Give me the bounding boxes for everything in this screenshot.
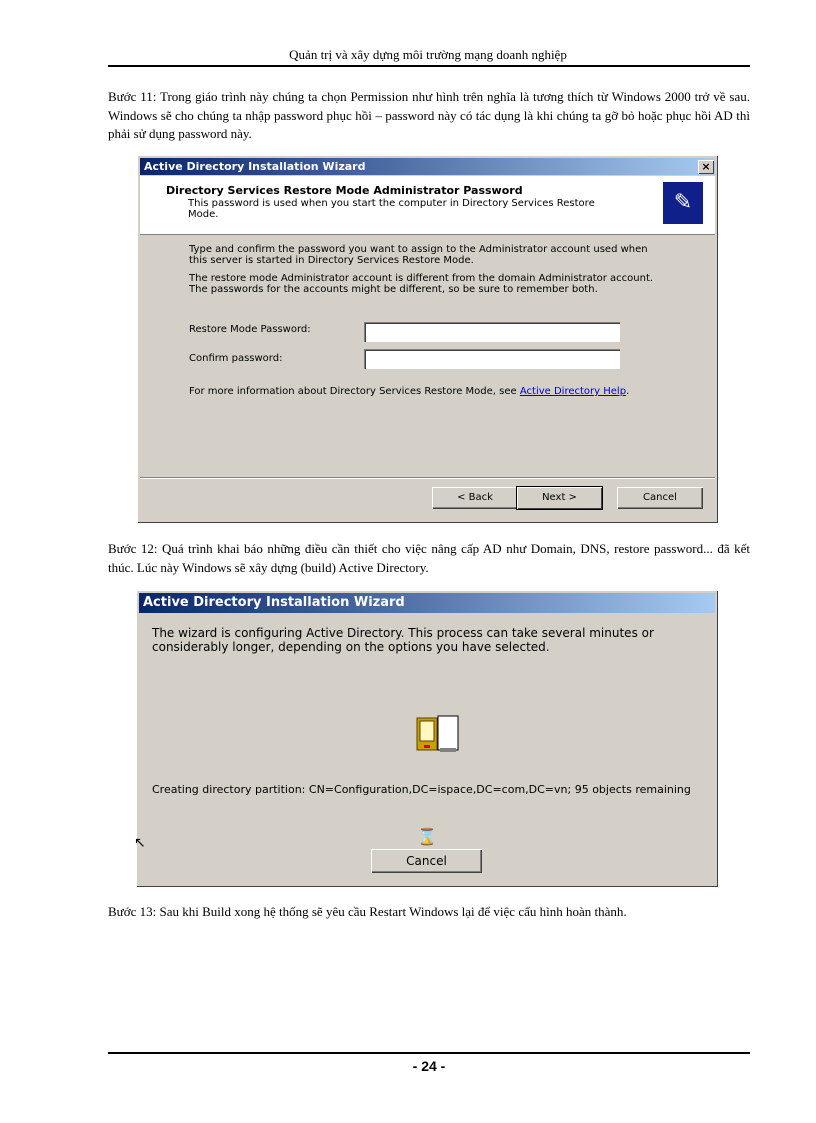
restore-password-dialog xyxy=(137,155,718,523)
close-icon[interactable]: × xyxy=(698,160,714,174)
progress-status: Creating directory partition: CN=Configuration,DC=ispace,DC=com,DC=vn; 95 objects remaining xyxy=(152,783,691,796)
banner-title: Directory Services Restore Mode Administrator Password xyxy=(166,184,523,197)
hourglass-icon: ⌛ xyxy=(417,827,437,846)
account-note-text: The restore mode Administrator account is different from the domain Administrator account. The passwords for the accounts might be different, so be sure to remember both. xyxy=(189,273,654,295)
confirm-password-field[interactable] xyxy=(364,349,620,369)
confirm-password-label: Confirm password: xyxy=(189,353,283,364)
page-number: - 24 - xyxy=(412,1058,446,1074)
footer-rule xyxy=(108,1052,750,1054)
next-button[interactable]: Next > xyxy=(517,487,602,509)
help-info-end: . xyxy=(626,386,630,397)
button-separator xyxy=(140,477,715,479)
banner-subtitle: This password is used when you start the computer in Directory Services Restore Mode. xyxy=(188,198,595,220)
mouse-cursor-icon: ↖ xyxy=(134,835,146,851)
paragraph-step-11: Bước 11: Trong giáo trình này chúng ta chọn Permission như hình trên nghĩa là tương thích từ Windows 2000 trở về sau. Windows sẽ cho chúng ta nhập password phục hồi – password này có tác dụng là khi chúng ta gỡ bỏ hoặc phục hồi AD thì phải sử dụng password này. xyxy=(108,89,750,141)
page-header: Quản trị và xây dựng môi trường mạng doanh nghiệp xyxy=(289,47,567,62)
paragraph-step-13: Bước 13: Sau khi Build xong hệ thống sẽ yêu cầu Restart Windows lại để việc cấu hình hoàn thành. xyxy=(108,904,627,919)
wizard-book-icon: ✎ xyxy=(663,182,703,224)
help-info-text: For more information about Directory Services Restore Mode, see xyxy=(189,386,520,397)
help-info xyxy=(189,386,629,397)
restore-password-field[interactable] xyxy=(364,322,620,342)
cancel-button[interactable]: Cancel xyxy=(617,487,703,509)
configuring-dialog xyxy=(136,590,718,887)
directory-book-icon xyxy=(416,712,460,754)
paragraph-step-12: Bước 12: Quá trình khai báo những điều cần thiết cho việc nâng cấp AD như Domain, DNS, restore password... đã kết thúc. Lúc này Windows sẽ xây dựng (build) Active Directory. xyxy=(108,541,750,575)
wizard-banner xyxy=(140,176,715,235)
instruction-text: Type and confirm the password you want to assign to the Administrator account used when this server is started in Directory Services Restore Mode. xyxy=(189,244,648,266)
active-directory-help-link[interactable]: Active Directory Help xyxy=(519,386,627,397)
dialog-title: Active Directory Installation Wizard xyxy=(140,158,715,175)
back-button[interactable]: < Back xyxy=(432,487,518,509)
configuring-message: The wizard is configuring Active Directory. This process can take several minutes or considerably longer, depending on the options you have selected. xyxy=(152,626,654,654)
password-label: Restore Mode Password: xyxy=(189,324,311,335)
header-rule xyxy=(108,65,750,67)
cancel-button[interactable]: Cancel xyxy=(371,849,482,873)
dialog-title: Active Directory Installation Wizard xyxy=(139,593,715,613)
